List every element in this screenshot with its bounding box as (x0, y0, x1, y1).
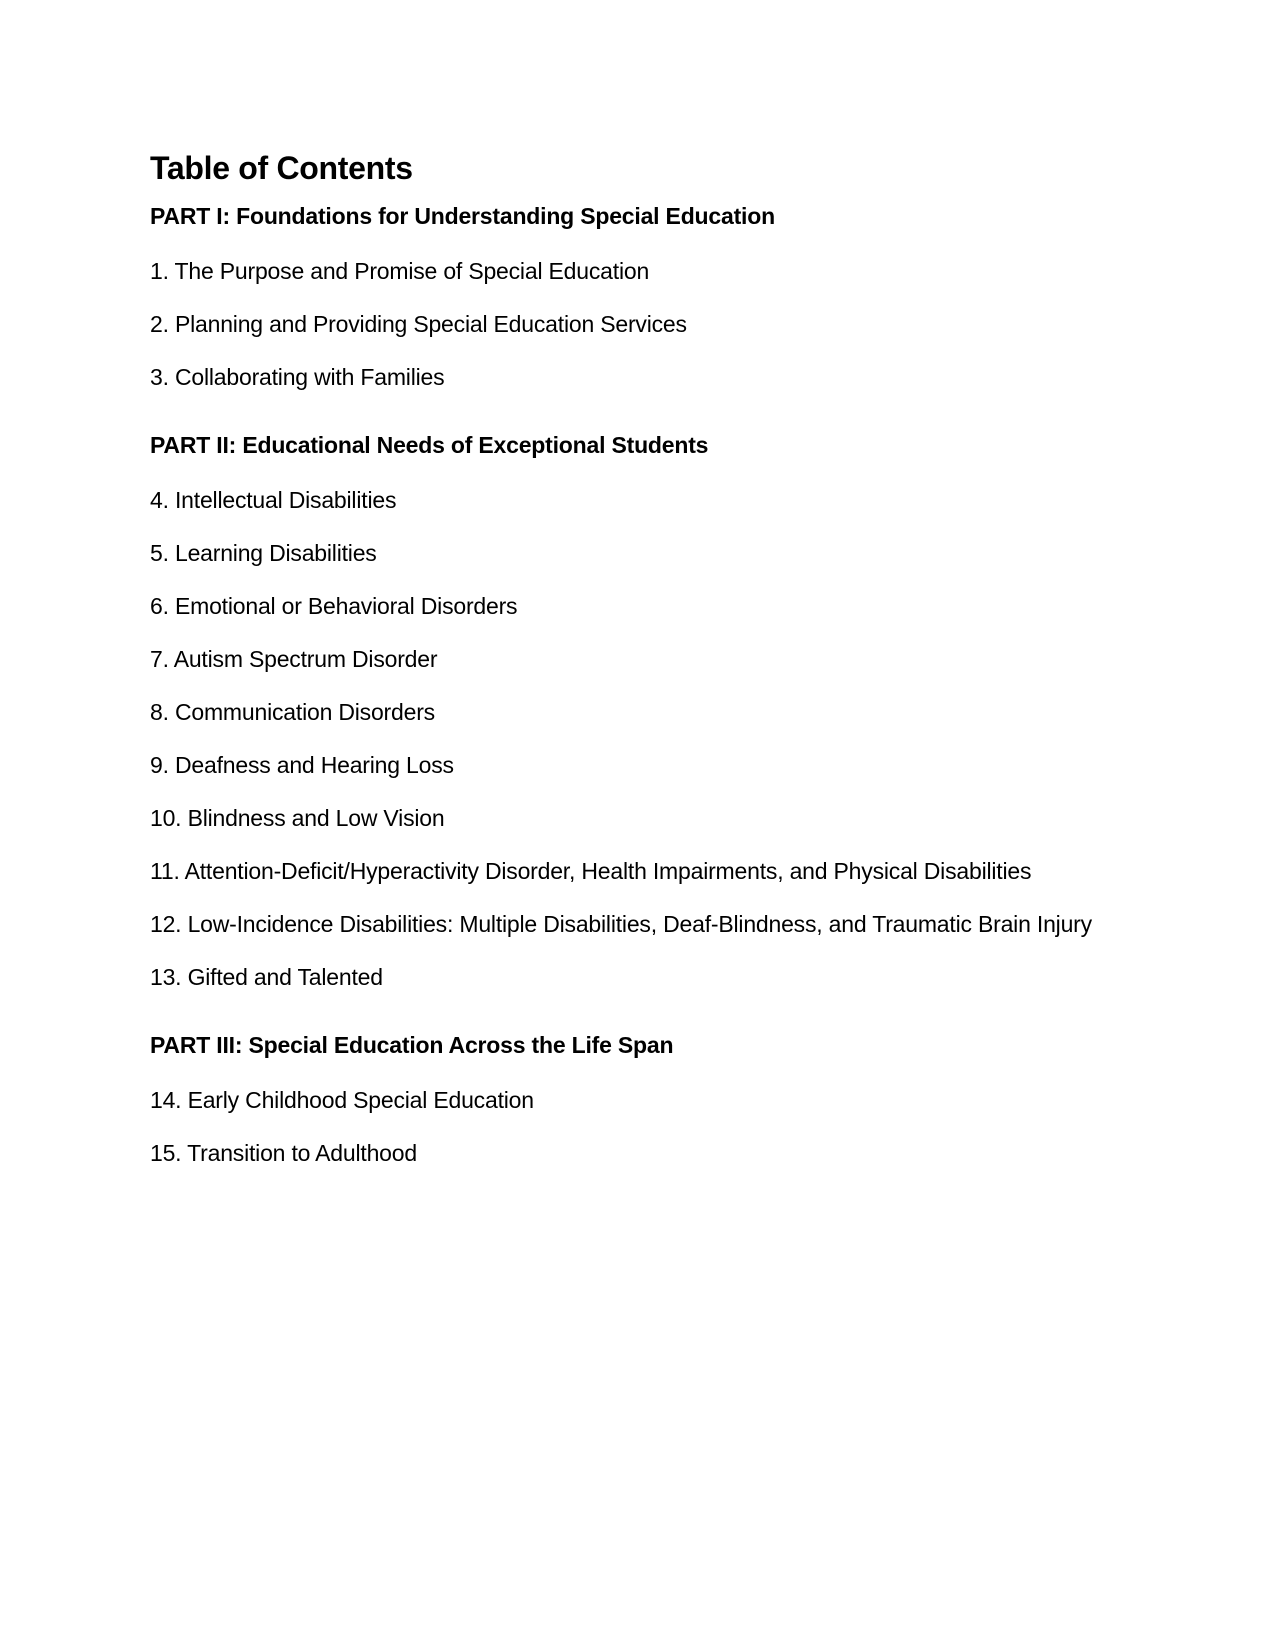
chapter-item: 10. Blindness and Low Vision (150, 805, 445, 831)
part-3 (150, 1031, 1140, 1180)
part-heading: PART III: Special Education Across the Life Span (150, 1032, 674, 1058)
chapter-item: 2. Planning and Providing Special Education Services (150, 311, 687, 337)
part-heading: PART I: Foundations for Understanding Special Education (150, 203, 775, 229)
chapter-list (150, 1074, 1140, 1180)
chapter-item: 13. Gifted and Talented (150, 964, 383, 990)
chapter-item: 11. Attention-Deficit/Hyperactivity Disorder, Health Impairments, and Physical Disabilities (150, 858, 1032, 884)
chapter-item: 15. Transition to Adulthood (150, 1140, 417, 1166)
chapter-item: 5. Learning Disabilities (150, 540, 377, 566)
chapter-item: 7. Autism Spectrum Disorder (150, 646, 438, 672)
part-1 (150, 202, 1140, 404)
chapter-item: 9. Deafness and Hearing Loss (150, 752, 454, 778)
chapter-item: 1. The Purpose and Promise of Special Education (150, 258, 650, 284)
chapter-item: 8. Communication Disorders (150, 699, 435, 725)
chapter-item: 12. Low-Incidence Disabilities: Multiple Disabilities, Deaf-Blindness, and Traumatic Brain Injury (150, 911, 1092, 937)
chapter-item: 4. Intellectual Disabilities (150, 487, 397, 513)
chapter-item: 3. Collaborating with Families (150, 364, 445, 390)
chapter-list (150, 474, 1140, 1004)
page-title: Table of Contents (150, 150, 413, 186)
table-of-contents (150, 148, 1140, 1207)
chapter-list (150, 245, 1140, 404)
chapter-item: 6. Emotional or Behavioral Disorders (150, 593, 518, 619)
part-2 (150, 431, 1140, 1004)
part-heading: PART II: Educational Needs of Exceptional Students (150, 432, 709, 458)
chapter-item: 14. Early Childhood Special Education (150, 1087, 534, 1113)
